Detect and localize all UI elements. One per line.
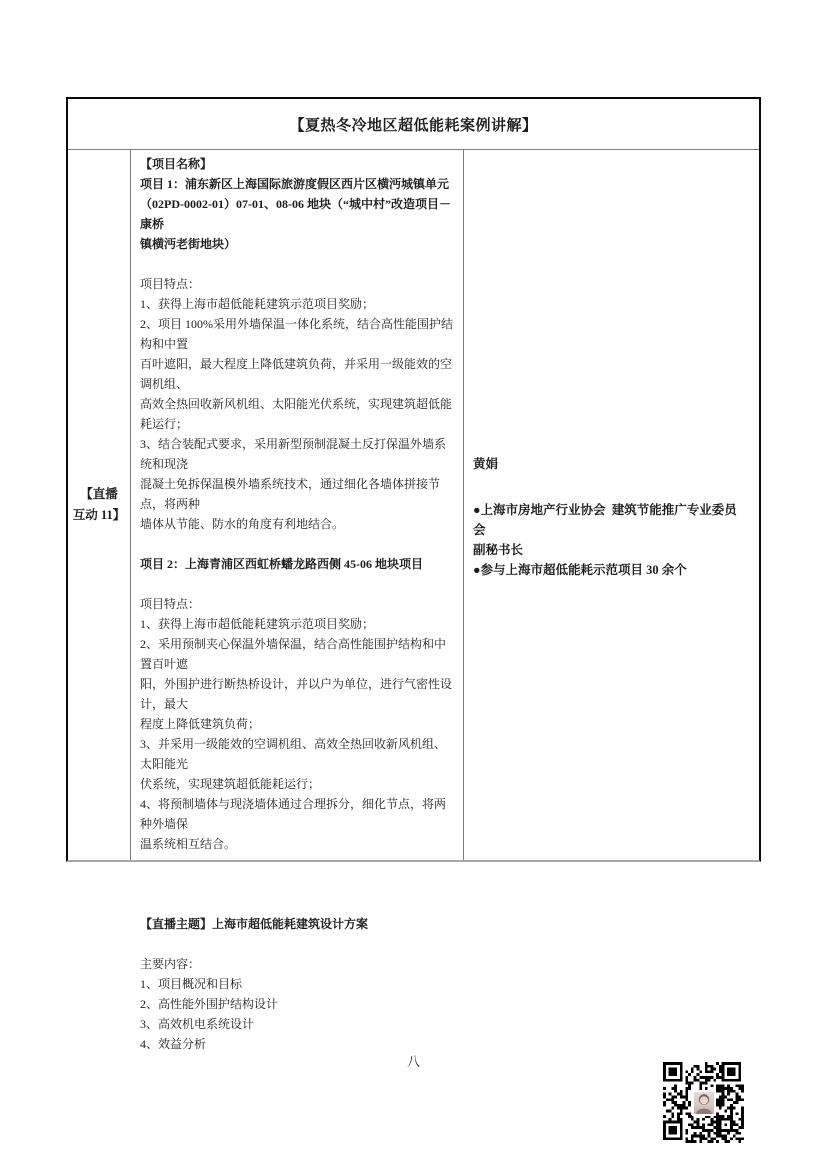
speaker-name: 黄娟 [473, 457, 499, 471]
text-line: 项目 1：浦东新区上海国际旅游度假区西片区横沔城镇单元 [140, 177, 450, 191]
text-line: 副秘书长 [473, 543, 524, 557]
qr-avatar [692, 1090, 716, 1116]
speaker-credentials [473, 500, 749, 580]
text-line: 高效全热回收新风机组、太阳能光伏系统，实现建筑超低能耗运行； [140, 397, 453, 431]
text-line: 项目 2：上海青浦区西虹桥蟠龙路西侧 45-06 地块项目 [140, 557, 423, 571]
schedule-table [66, 97, 761, 1051]
avatar-portrait-icon [694, 1092, 714, 1114]
table-title: 【夏热冬冷地区超低能耗案例讲解】 [68, 99, 759, 150]
speaker-cell [464, 150, 759, 860]
text-line: 1、获得上海市超低能耗建筑示范项目奖励； [140, 617, 375, 631]
text-line: 【直播 [80, 487, 118, 501]
text-line: 3、高效机电系统设计 [140, 1017, 255, 1031]
text-line: 2、高性能外围护结构设计 [140, 997, 279, 1011]
text-line: ●参与上海市超低能耗示范项目 30 余个 [473, 563, 687, 577]
text-line: 4、效益分析 [140, 1037, 207, 1051]
text-line: 互动 11】 [72, 508, 126, 522]
table-body-row [68, 150, 759, 1051]
text-line: 1、项目概况和目标 [140, 977, 243, 991]
text-line: 混凝土免拆保温模外墙系统技术，通过细化各墙体拼接节点，将两种 [140, 477, 441, 511]
wechat-qr-code [663, 1062, 744, 1143]
text-line [140, 574, 455, 594]
text-line: 伏系统，实现建筑超低能耗运行； [140, 777, 321, 791]
text-line [140, 254, 455, 274]
project-details-cell [131, 150, 464, 1051]
text-line: （02PD-0002-01）07-01、08-06 地块（“城中村”改造项目－康桥 [140, 197, 451, 231]
text-line: 项目特点： [140, 597, 201, 611]
text-line: 墙体从节能、防水的角度有利地结合。 [140, 517, 345, 531]
text-line: 3、结合装配式要求，采用新型预制混凝土反打保温外墙系统和现浇 [140, 437, 447, 471]
text-line: 4、将预制墙体与现浇墙体通过合理拆分，细化节点，将两种外墙保 [140, 797, 447, 831]
text-line [140, 534, 455, 554]
text-line: 项目特点： [140, 277, 201, 291]
text-line: 2、采用预制夹心保温外墙保温，结合高性能围护结构和中置百叶遮 [140, 637, 447, 671]
text-line: 程度上降低建筑负荷； [140, 717, 261, 731]
text-line: 2、项目 100%采用外墙保温一体化系统，结合高性能围护结构和中置 [140, 317, 453, 351]
text-line: 温系统相互结合。 [140, 837, 237, 851]
text-line [140, 854, 455, 874]
text-line: 1、获得上海市超低能耗建筑示范项目奖励； [140, 297, 375, 311]
text-line [140, 934, 455, 954]
text-line: 【直播主题】上海市超低能耗建筑设计方案 [140, 917, 369, 931]
footer-page-number: 八 [406, 1054, 420, 1069]
text-line [140, 894, 455, 914]
session-cell [68, 150, 131, 860]
text-line [140, 874, 455, 894]
text-line: ●上海市房地产行业协会 建筑节能推广专业委员会 [473, 503, 737, 537]
text-line: 百叶遮阳，最大程度上降低建筑负荷，并采用一级能效的空调机组、 [140, 357, 453, 391]
text-line: 主要内容： [140, 957, 201, 971]
text-line: 镇横沔老街地块） [140, 237, 237, 251]
text-line: 3、并采用一级能效的空调机组、高效全热回收新风机组、太阳能光 [140, 737, 447, 771]
text-line: 阳，外围护进行断热桥设计，并以户为单位，进行气密性设计，最大 [140, 677, 453, 711]
text-line: 【项目名称】 [140, 157, 213, 171]
